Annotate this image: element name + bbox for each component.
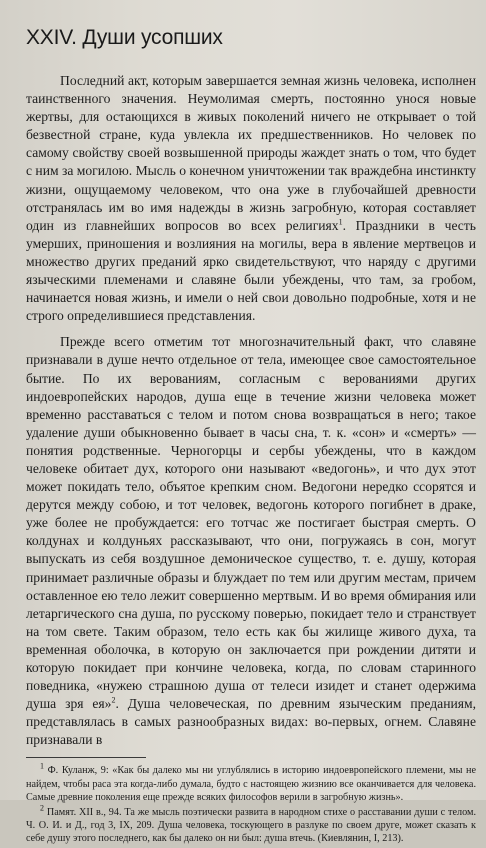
paragraph-1 — [26, 72, 476, 325]
footnote-ref-1[interactable]: 1 — [338, 217, 343, 227]
footnote-text: Памят. XII в., 94. Та же мысль поэтически развита в народном стихе о расставании души с телом. Ч. О. И. и Д., год 3, IX, 209. Душа человека, тоскующего в разлуке по своем друге, может сказать к себе душу этого последнего, как бы далеко он ни был: душа втечь. (Киевлянин, I, 213). — [26, 807, 476, 845]
footnote-ref-2[interactable]: 2 — [111, 695, 116, 705]
paragraph-text-tail: . Праздники в честь умерших, приношения и возлияния на могилы, вера в явление мертвецов и множество других преданий ярко свидетельствуют, что наряду с другими языческими племенами и славяне были убеждены, что там, за гробом, начинается новая жизнь, и имели о ней свои довольно подробные, хотя и не строго определившиеся представления. — [26, 217, 476, 324]
footnote-divider — [26, 757, 146, 758]
paragraph-2 — [26, 333, 476, 749]
paragraph-text-tail: . Душа человеческая, по древним языческим преданиям, представлялась в самых разнообразных видах: во-первых, огнем. Славяне признавали в — [26, 696, 477, 748]
chapter-title: XXIV. Души усопших — [26, 26, 223, 49]
paragraph-text: Прежде всего отметим тот многозначительный факт, что славяне признавали в душе нечто отдельное от тела, имеющее свое самостоятельное бытие. По их верованиям, согласным с верованиями других индоевропейских народов, душа еще в течение жизни человека может временно расставаться с телом и потом снова возвращаться в него; такое удаление души обыкновенно бывает в часы сна, т. к. «сон» и «смерть» — понятия родственные. Черногорцы и сербы убеждены, что в каждом человеке обитает дух, которого они называют «ведогонь», и что дух этот может покидать тело, объятое крепким сном. Ведогони нередко ссорятся и дерутся между собою, и тот человек, ведогонь которого погибнет в драке, уже более не пробуждается: его тотчас же постигает быстрая смерть. О колдунах и колдуньях рассказывают, что они, погружаясь в сон, могут выпускать из себя воздушное демоническое существо, т. е. душу, которая принимает различные образы и блуждает по тем или другим местам, причем оставленное ею тело лежит совершенно мертвым. И во время обмирания или летаргического сна душа, по русскому поверью, покидает тело и странствует на том свете. Таким образом, тело есть как бы жилище живого духа, та временная оболочка, в которую он заключается при рождении дитяти и которую покидает при кончине человека, когда, по словам старинного поведника, «нужею страшною душа от телеси изидет и станет одержима душа зря ея» — [26, 334, 476, 712]
footnote-1 — [26, 764, 476, 804]
page-content — [26, 26, 476, 848]
paragraph-text: Последний акт, которым завершается земная жизнь человека, исполнен таинственного значения. Неумолимая смерть, постоянно унося новые жертвы, для остающихся в живых поколений ничего не открывает о той безвестной стране, куда увлекла их предшественников. Но человек по самому свойству своей возвышенной природы жаждет знать о том, что будет с ним за могилою. Мысль о конечном уничтожении так враждебна инстинкту жизни, ощущаемому человеком, что она уже в глубочайшей древности отстранялась им во имя надежды в жизнь загробную, которая составляет один из главнейших вопросов во всех религиях — [26, 73, 477, 233]
footnote-text: Ф. Куланж, 9: «Как бы далеко мы ни углублялись в историю индоевропейского племени, мы не найдем, чтобы раса эта когда-либо думала, будто с настоящею жизнию все оканчивается для человека. Самые древние поколения еще прежде всяких философов верили в загробную жизнь». — [26, 765, 477, 803]
footnote-number: 2 — [40, 803, 44, 813]
footnote-2 — [26, 803, 476, 846]
footnote-number: 1 — [40, 762, 44, 772]
